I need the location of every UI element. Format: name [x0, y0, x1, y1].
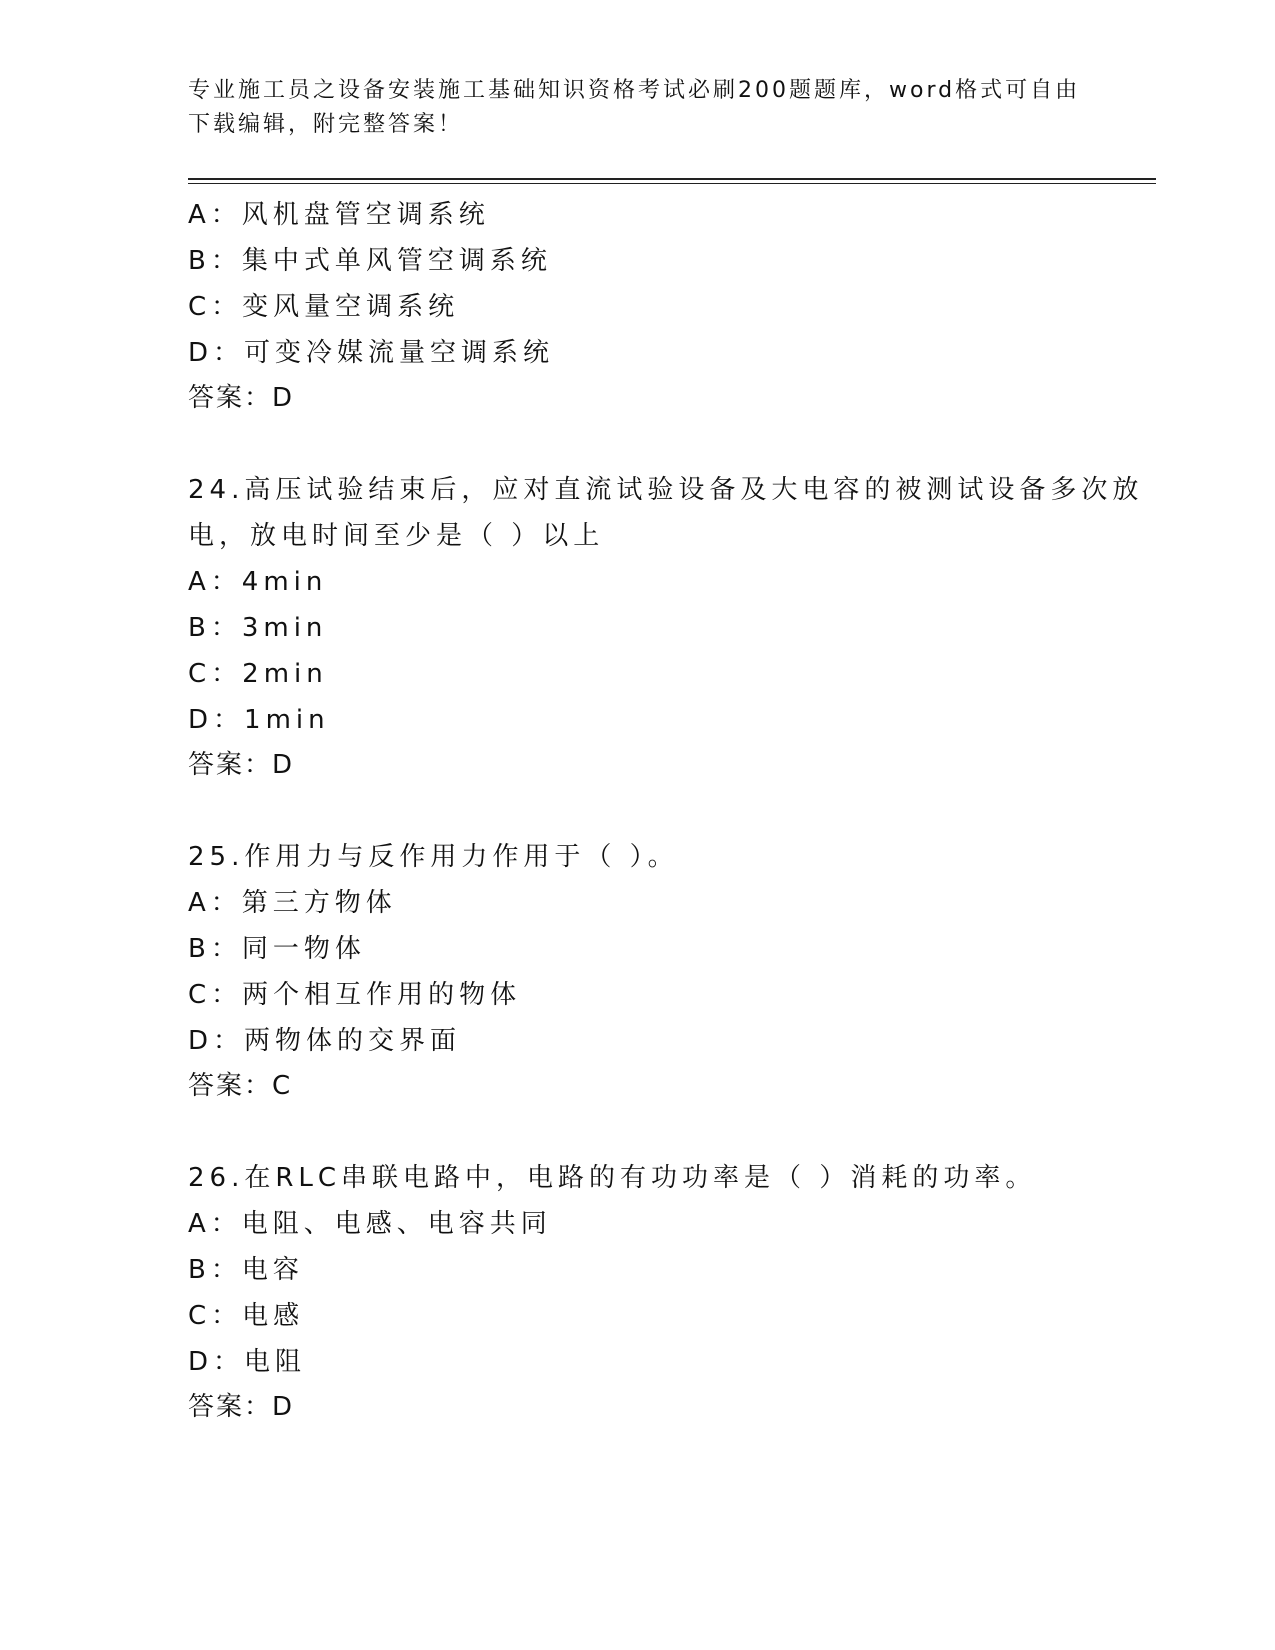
header-divider-thick — [188, 178, 1156, 180]
option-d: D：1min — [188, 705, 330, 735]
option-a: A：风机盘管空调系统 — [188, 200, 490, 230]
question-block — [188, 834, 1148, 1108]
option-c: C：两个相互作用的物体 — [188, 980, 522, 1010]
option-d: D：电阻 — [188, 1347, 307, 1377]
question-list — [188, 192, 1148, 1429]
option-d: D：可变冷媒流量空调系统 — [188, 338, 555, 368]
question-stem: 电，放电时间至少是（ ）以上 — [188, 521, 605, 551]
question-block — [188, 192, 1148, 420]
option-a: A：电阻、电感、电容共同 — [188, 1209, 552, 1239]
header-divider-thin — [188, 183, 1156, 184]
header-line-1: 专业施工员之设备安装施工基础知识资格考试必刷200题题库，word格式可自由 — [188, 78, 1081, 103]
answer-line: 答案：C — [188, 1071, 293, 1101]
answer-line: 答案：D — [188, 1392, 295, 1422]
option-d: D：两物体的交界面 — [188, 1026, 462, 1056]
option-b: B：同一物体 — [188, 934, 366, 964]
question-stem: 24.高压试验结束后，应对直流试验设备及大电容的被测试设备多次放 — [188, 475, 1144, 505]
question-stem: 25.作用力与反作用力作用于（ ）。 — [188, 842, 679, 872]
question-block — [188, 1155, 1148, 1429]
option-b: B：电容 — [188, 1255, 304, 1285]
option-a: A：第三方物体 — [188, 888, 397, 918]
header-line-2: 下载编辑，附完整答案！ — [188, 112, 464, 137]
answer-line: 答案：D — [188, 383, 295, 413]
answer-line: 答案：D — [188, 750, 295, 780]
question-block — [188, 467, 1148, 787]
question-stem: 26.在RLC串联电路中，电路的有功功率是（ ）消耗的功率。 — [188, 1163, 1037, 1193]
document-header — [188, 74, 1088, 142]
option-b: B：3min — [188, 613, 328, 643]
option-a: A：4min — [188, 567, 328, 597]
option-c: C：电感 — [188, 1301, 305, 1331]
option-b: B：集中式单风管空调系统 — [188, 246, 552, 276]
option-c: C：变风量空调系统 — [188, 292, 460, 322]
option-c: C：2min — [188, 659, 328, 689]
